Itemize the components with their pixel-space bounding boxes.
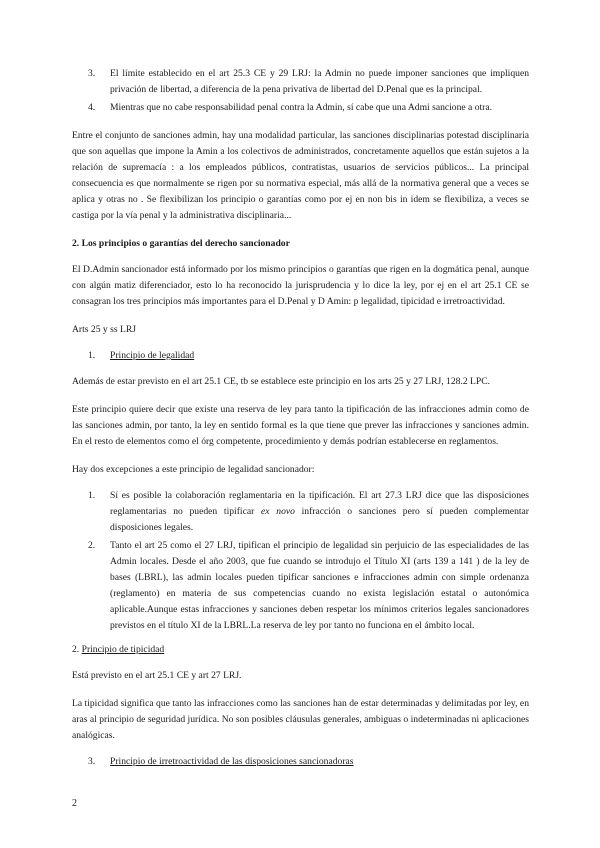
exceptions-list: [72, 488, 529, 634]
page-number: 2: [72, 798, 77, 809]
list-number: 2.: [88, 540, 96, 551]
list-text: Mientras que no cabe responsabilidad penal contra la Admin, sí cabe que una Admi sancione a otra.: [110, 102, 493, 113]
subheading-title: Principio de tipicidad: [81, 644, 165, 655]
subheading-number: 2.: [72, 644, 80, 655]
paragraph-reserva-ley: Este principio quiere decir que existe una reserva de ley para tanto la tipificación de las infracciones admin como de las sanciones admin, por tanto, la ley en sentido formal es la que tiene que prever las infracciones y sanciones admin. En el resto de elementos como el órg competente, procedimiento y demás podrían establecerse en reglamentos.: [72, 404, 529, 447]
list-text: El límite establecido en el art 25.3 CE y 29 LRJ: la Admin no puede imponer sanciones que impliquen privación de libertad, a diferencia de la pena privativa de libertad del D.Penal que es la principal.: [110, 68, 529, 95]
subheading-number: 1.: [88, 350, 96, 361]
list-number: 4.: [88, 102, 96, 113]
list-text: Tanto el art 25 como el 27 LRJ, tipifican el principio de legalidad sin perjuicio de las especialidades de las Admin locales. Desde el año 2003, que fue cuando se introdujo el Título XI (arts 139 a 141 ) de la ley de bases (LBRL), las admin locales pueden tipificar sanciones e infracciones admin con simple ordenanza (reglamento) en materia de sus competencias cuando no exista legislación estatal o autonómica aplicable.Aunque estas infracciones y sanciones deben respetar los mínimos criterios legales sancionadores previstos en el título XI de la LBRL.La reserva de ley por tanto no funciona en el ámbito local.: [110, 540, 529, 631]
list-item: [72, 66, 529, 98]
paragraph-previsto: Está previsto en el art 25.1 CE y art 27 LRJ.: [72, 670, 242, 681]
paragraph-excepciones: Hay dos excepciones a este principio de legalidad sancionador:: [72, 464, 315, 475]
paragraph-sanciones-disciplinarias: Entre el conjunto de sanciones admin, hay una modalidad particular, las sanciones disciplinarias potestad disciplinaria que son aquellas que impone la Amin a los colectivos de administrados, concretamente aquellos que están sujetos a la relación de supremacía : a los empleados públicos, contratistas, usuarios de servicios públicos... La principal consecuencia es que normalmente se rigen por su normativa especial, más allá de la normativa general que a veces se aplica y otras no . Se flexibilizan los principio o garantías como por ej en non bis in idem se flexibiliza, a veces se castiga por la vía penal y la administrativa disciplinaria...: [72, 130, 529, 221]
subheading-irretroactividad: [72, 754, 529, 770]
subheading-legalidad: [72, 348, 529, 364]
subheading-tipicidad: [72, 642, 529, 658]
list-item: [72, 100, 529, 116]
list-item: [72, 538, 529, 634]
section-heading: 2. Los principios o garantías del derecho sancionador: [72, 238, 290, 249]
subheading-number: 3.: [88, 756, 96, 767]
list-number: 1.: [88, 490, 96, 501]
list-item: [72, 488, 529, 536]
arts-line: Arts 25 y ss LRJ: [72, 324, 136, 335]
top-numbered-list: [72, 66, 529, 116]
paragraph-ademas: Además de estar previsto en el art 25.1 CE, tb se establece este principio en los arts 25 y 27 LRJ, 128.2 LPC.: [72, 376, 491, 387]
list-text: Sí es posible la colaboración reglamentaria en la tipificación. El art 27.3 LRJ dice que las disposiciones reglamentarias no pueden tipificar ex novo infracción o sanciones pero sí pueden complementar disposiciones legales.: [110, 490, 529, 533]
paragraph-dadmin: El D.Admin sancionador está informado por los mismo principios o garantías que rigen en la dogmática penal, aunque con algún matiz diferenciador, esto lo ha reconocido la jurisprudencia y lo dice la ley, por ej en el art 25.1 CE se consagran los tres principios más importantes para el D.Penal y D Amin: p legalidad, tipicidad e irretroactividad.: [72, 264, 529, 307]
subheading-title: Principio de legalidad: [110, 350, 195, 361]
italic-text: ex novo: [261, 506, 295, 517]
subheading-title: Principio de irretroactividad de las disposiciones sancionadoras: [110, 756, 354, 767]
paragraph-tipicidad: La tipicidad significa que tanto las infracciones como las sanciones han de estar determinadas y delimitadas por ley, en aras al principio de seguridad jurídica. No son posibles cláusulas generales, ambiguas o indeterminadas ni aplicaciones analógicas.: [72, 698, 529, 741]
list-number: 3.: [88, 68, 96, 79]
document-page: [72, 66, 529, 770]
